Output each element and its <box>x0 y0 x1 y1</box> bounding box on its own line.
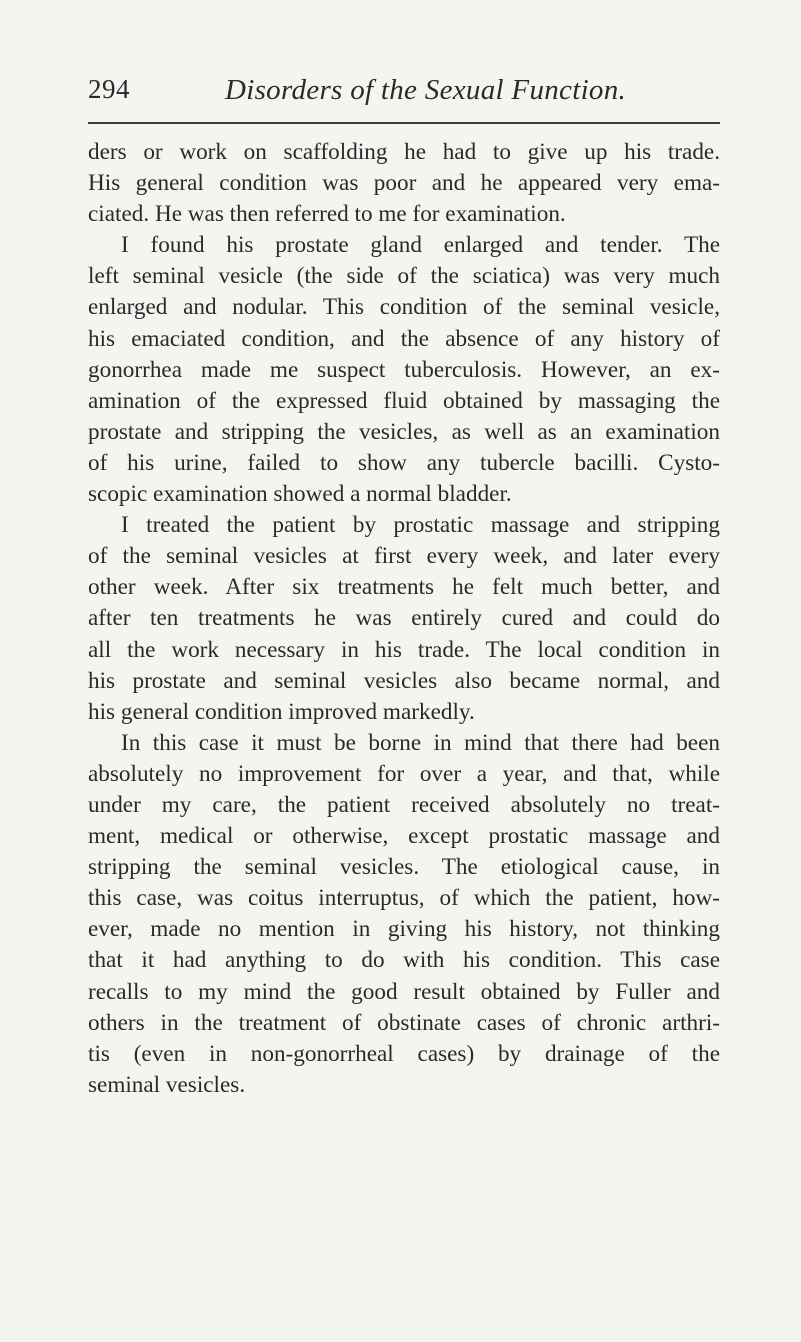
text-line: ment, medical or otherwise, except prostatic massage and <box>88 823 720 850</box>
text-line: all the work necessary in his trade. The local condition in <box>88 636 720 663</box>
running-title: Disorders of the Sexual Function. <box>225 74 627 106</box>
text-line: of the seminal vesicles at first every week, and later every <box>88 543 720 570</box>
text-line: tis (even in non-gonorrheal cases) by drainage of the <box>88 1040 720 1067</box>
text-line: this case, was coitus interruptus, of which the patient, how- <box>88 885 720 912</box>
header-rule <box>88 122 720 124</box>
text-line: under my care, the patient received absolutely no treat- <box>88 791 720 818</box>
text-line: enlarged and nodular. This condition of the seminal vesicle, <box>88 294 720 321</box>
text-line: In this case it must be borne in mind that there had been <box>121 729 720 756</box>
text-line: left seminal vesicle (the side of the sciatica) was very much <box>88 263 720 290</box>
text-line: that it had anything to do with his condition. This case <box>88 947 720 974</box>
text-line: ciated. He was then referred to me for examination. <box>88 201 566 228</box>
text-line: prostate and stripping the vesicles, as well as an examination <box>88 418 720 445</box>
text-line: his emaciated condition, and the absence of any history of <box>88 325 720 352</box>
text-line: other week. After six treatments he felt much better, and <box>88 574 720 601</box>
text-line: His general condition was poor and he appeared very ema- <box>88 170 720 197</box>
text-line: seminal vesicles. <box>88 1071 246 1098</box>
text-line: others in the treatment of obstinate cases of chronic arthri- <box>88 1009 720 1036</box>
text-line: after ten treatments he was entirely cured and could do <box>88 605 720 632</box>
text-line: of his urine, failed to show any tubercle bacilli. Cysto- <box>88 449 720 476</box>
text-line: his prostate and seminal vesicles also became normal, and <box>88 667 720 694</box>
page-header <box>88 74 720 110</box>
text-line: ders or work on scaffolding he had to give up his trade. <box>88 139 720 165</box>
body-text <box>88 137 720 1101</box>
text-line: stripping the seminal vesicles. The etiological cause, in <box>88 854 720 881</box>
text-line: amination of the expressed fluid obtained by massaging the <box>88 387 720 414</box>
text-line: ever, made no mention in giving his history, not thinking <box>88 916 720 943</box>
page-number: 294 <box>88 74 130 104</box>
text-line: gonorrhea made me suspect tuberculosis. However, an ex- <box>88 356 720 383</box>
text-line: absolutely no improvement for over a year, and that, while <box>88 760 720 787</box>
text-line: I treated the patient by prostatic massage and stripping <box>121 512 720 539</box>
text-line: I found his prostate gland enlarged and tender. The <box>121 232 720 259</box>
text-line: his general condition improved markedly. <box>88 698 475 725</box>
text-line: recalls to my mind the good result obtained by Fuller and <box>88 978 720 1005</box>
text-line: scopic examination showed a normal bladder. <box>88 481 512 508</box>
